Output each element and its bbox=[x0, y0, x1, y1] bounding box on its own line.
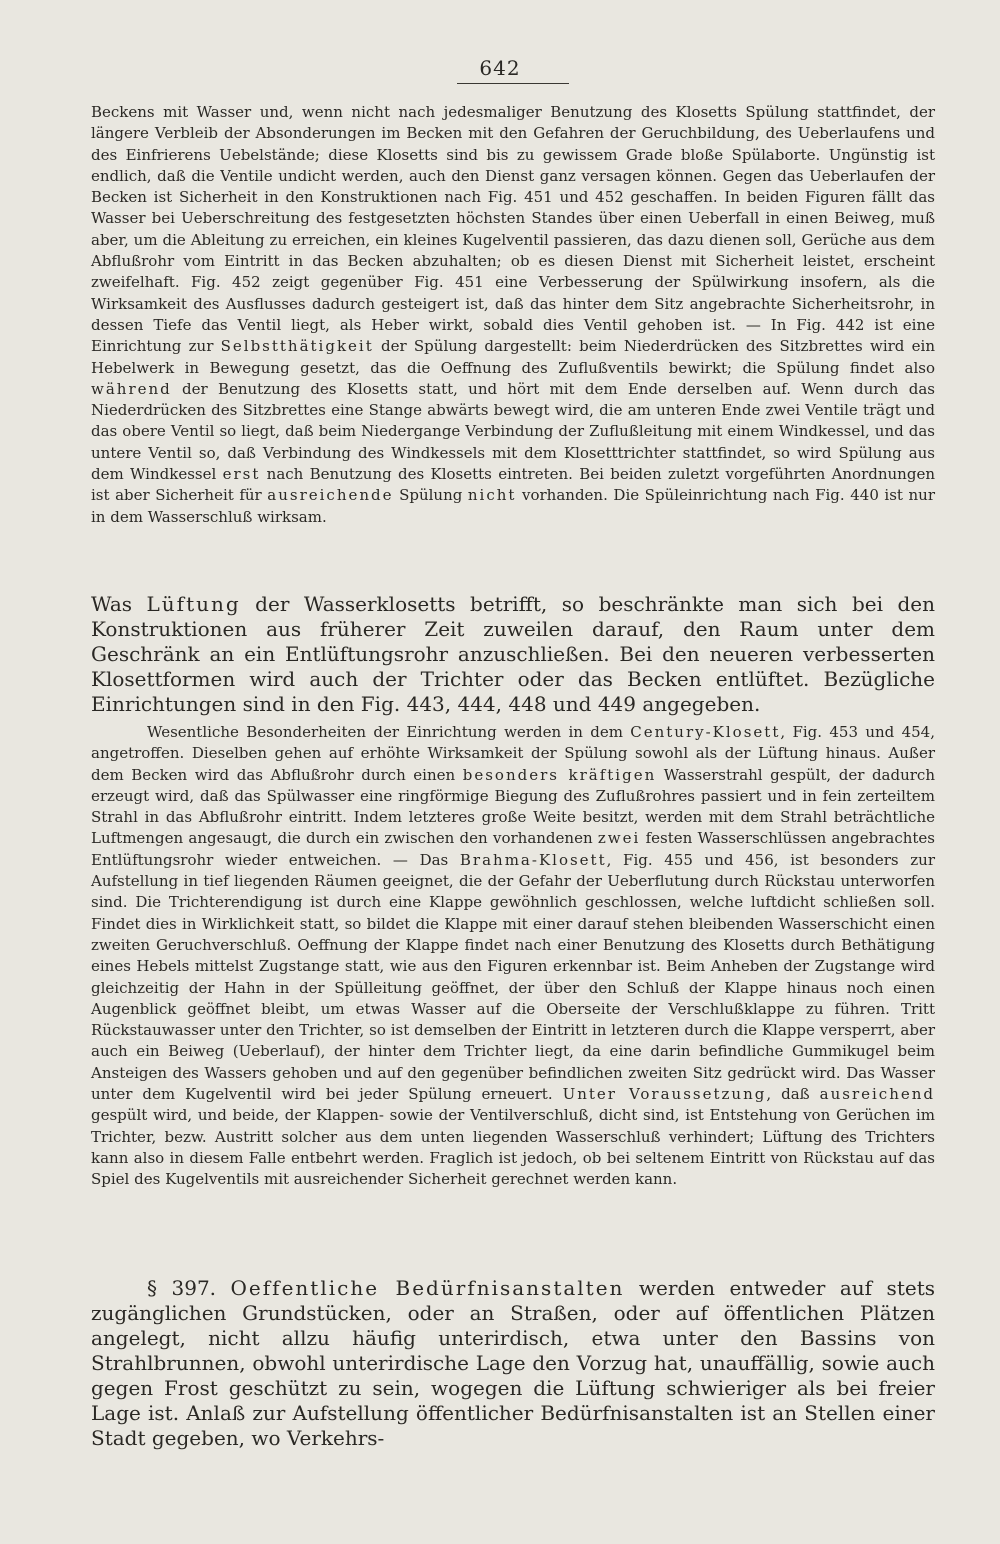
header-rule bbox=[457, 83, 569, 84]
spaced-emphasis: nicht bbox=[467, 486, 517, 505]
section-heading: Oeffentliche Bedürfnisanstalten bbox=[230, 1276, 625, 1300]
paragraph-century-brahma-klosett: Wesentliche Besonderheiten der Einrichtung werden in dem Century-Klosett, Fig. 453 und 454, angetroffen. Dieselben gehen auf erhöhte Wirksamkeit der Spülung sowohl als der Lüftung hinaus. Außer dem Becken wird das Abflußrohr durch einen besonders kräftigen Wasserstrahl gespült, der dadurch erzeugt wird, daß das Spülwasser eine ringförmige Biegung des Zuflußrohres passiert und in fein zerteiltem Strahl in das Abflußrohr eintritt. Indem letzteres große Weite besitzt, werden mit dem Strahl beträchtliche Luftmengen angesaugt, die durch ein zwischen den vorhandenen zwei festen Wasserschlüssen angebrachtes Entlüftungsrohr wieder entweichen. — Das Brahma-Klosett, Fig. 455 und 456, ist besonders zur Aufstellung in tief liegenden Räumen geeignet, die der Gefahr der Ueberflutung durch Rückstau unterworfen sind. Die Trichterendigung ist durch eine Klappe gewöhnlich geschlossen, welche luftdicht schließen soll. Findet dies in Wirklichkeit statt, so bildet die Klappe mit einer darauf stehen bleibenden Wasserschicht einen zweiten Geruchverschluß. Oeffnung der Klappe findet nach einer Benutzung des Klosetts durch Bethätigung eines Hebels mittelst Zugstange statt, wie aus den Figuren erkennbar ist. Beim Anheben der Zugstange wird gleichzeitig der Hahn in der Spülleitung geöffnet, der über den Schluß der Klappe hinaus noch einen Augenblick geöffnet bleibt, um etwas Wasser auf die Oberseite der Verschlußklappe zu führen. Tritt Rückstauwasser unter den Trichter, so ist demselben der Eintritt in letzteren durch die Klappe versperrt, aber auch ein Beiweg (Ueberlauf), der hinter dem Trichter liegt, da eine darin befindliche Gummikugel beim Ansteigen des Wassers gehoben und auf den gegenüber befindlichen zweiten Sitz gedrückt wird. Das Wasser unter dem Kugelventil wird bei jeder Spülung erneuert. Unter Voraussetzung, daß ausreichend gespült wird, und beide, der Klappen- sowie der Ventilverschluß, dicht sind, ist Entstehung von Gerüchen im Trichter, bezw. Austritt solcher aus dem unten liegenden Wasserschluß verhindert; Lüftung des Trichters kann also in diesem Falle entbehrt werden. Fraglich ist jedoch, ob bei seltenem Eintritt von Rückstau auf das Spiel des Kugelventils mit ausreichender Sicherheit gerechnet werden kann. bbox=[91, 723, 935, 1189]
spaced-emphasis: ausreichend bbox=[819, 1085, 935, 1104]
paragraph-lueftung: Was Lüftung der Wasserklosetts betrifft, so beschränkte man sich bei den Konstruktionen aus früherer Zeit zuweilen darauf, den Raum unter dem Geschränk an ein Entlüftungsrohr anzuschließen. Bei den neueren verbesserten Klosettformen wird auch der Trichter oder das Becken entlüftet. Bezügliche Einrichtungen sind in den Fig. 443, 444, 448 und 449 angegeben. bbox=[91, 592, 935, 716]
paragraph-klosett-ventile: Beckens mit Wasser und, wenn nicht nach jedesmaliger Benutzung des Klosetts Spülung stattfindet, der längere Verbleib der Absonderungen im Becken mit den Gefahren der Geruchbildung, des Ueberlaufens und des Einfrierens Uebelstände; diese Klosetts sind bis zu gewissem Grade bloße Spülaborte. Ungünstig ist endlich, daß die Ventile undicht werden, auch den Dienst ganz versagen können. Gegen das Ueberlaufen der Becken ist Sicherheit in den Konstruktionen nach Fig. 451 und 452 geschaffen. In beiden Figuren fällt das Wasser bei Ueberschreitung des festgesetzten höchsten Standes über einen Ueberfall in einen Beiweg, muß aber, um die Ableitung zu erreichen, ein kleines Kugelventil passieren, das dazu dienen soll, Gerüche aus dem Abflußrohr vom Eintritt in das Becken abzuhalten; ob es diesen Dienst mit Sicherheit leistet, erscheint zweifelhaft. Fig. 452 zeigt gegenüber Fig. 451 eine Verbesserung der Spülwirkung insofern, als die Wirksamkeit des Ausflusses dadurch gesteigert ist, daß das hinter dem Sitz angebrachte Sicherheitsrohr, in dessen Tiefe das Ventil liegt, als Heber wirkt, sobald dies Ventil gehoben ist. — In Fig. 442 ist eine Einrichtung zur Selbstthätigkeit der Spülung dargestellt: beim Niederdrücken des Sitzbrettes wird ein Hebelwerk in Bewegung gesetzt, das die Oeffnung des Zuflußventils bewirkt; die Spülung findet also während der Benutzung des Klosetts statt, und hört mit dem Ende derselben auf. Wenn durch das Niederdrücken des Sitzbrettes eine Stange abwärts bewegt wird, die am unteren Ende zwei Ventile trägt und das obere Ventil so liegt, daß beim Niedergange Verbindung der Zuflußleitung mit einem Windkessel, und das untere Ventil so, daß Verbindung des Windkessels mit dem Klosetttrichter stattfindet, so wird Spülung aus dem Windkessel erst nach Benutzung des Klosetts eintreten. Bei beiden zuletzt vorgeführten Anordnungen ist aber Sicherheit für ausreichende Spülung nicht vorhanden. Die Spüleinrichtung nach Fig. 440 ist nur in dem Wasserschluß wirksam. bbox=[91, 103, 935, 526]
spaced-emphasis: Lüftung bbox=[146, 592, 241, 616]
section-number: § 397. bbox=[147, 1276, 217, 1300]
spaced-emphasis: während bbox=[91, 379, 172, 398]
page-number: 642 bbox=[479, 56, 521, 80]
spaced-emphasis: besonders kräftigen bbox=[462, 765, 657, 784]
spaced-emphasis: erst bbox=[222, 465, 261, 484]
paragraph-section-397: § 397. Oeffentliche Bedürfnisanstalten werden entweder auf stets zugänglichen Grundstücken, oder an Straßen, oder auf öffentlichen Plätzen angelegt, nicht allzu häufig unterirdisch, etwa unter den Bassins von Strahlbrunnen, obwohl unterirdische Lage den Vorzug hat, unauffällig, sowie auch gegen Frost geschützt zu sein, wogegen die Lüftung schwieriger als bei freier Lage ist. Anlaß zur Aufstellung öffentlicher Bedürfnisanstalten ist an Stellen einer Stadt gegeben, wo Verkehrs- bbox=[91, 1276, 935, 1450]
spaced-emphasis: Selbstthätigkeit bbox=[220, 337, 374, 356]
spaced-emphasis: Unter Voraussetzung bbox=[562, 1085, 767, 1104]
spaced-emphasis: zwei bbox=[597, 829, 641, 848]
spaced-emphasis: Brahma-Klosett bbox=[459, 850, 607, 869]
spaced-emphasis: ausreichende bbox=[267, 486, 394, 505]
spaced-emphasis: Century-Klosett bbox=[630, 723, 781, 741]
